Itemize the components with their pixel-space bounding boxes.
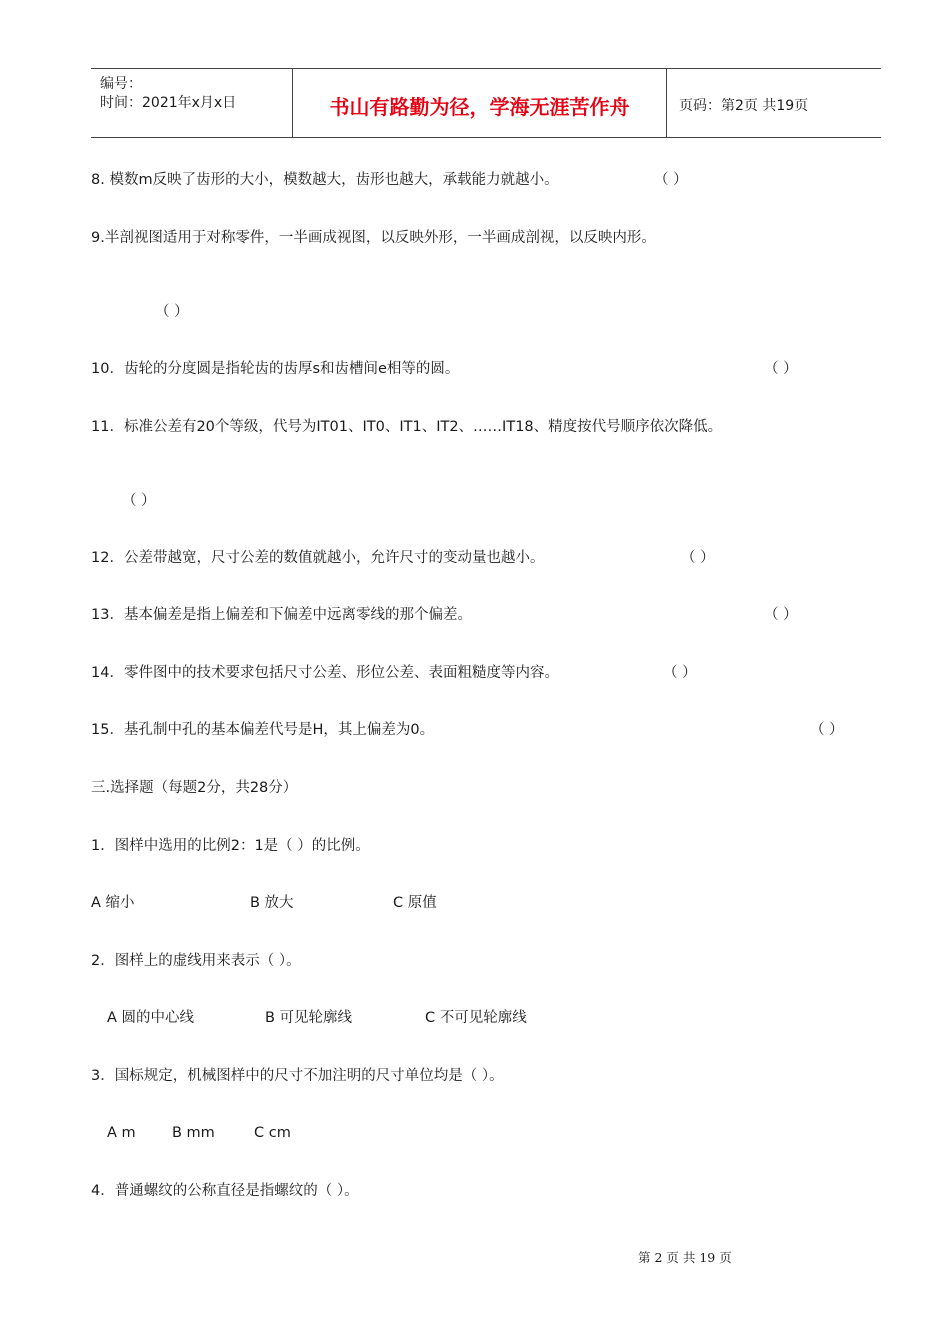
header-motto-cell	[292, 69, 667, 137]
choice-2-option-c: C 不可见轮廓线	[425, 1010, 527, 1026]
choice-question-1: 1．图样中选用的比例2：1是（ ）的比例。	[91, 838, 370, 854]
header-page-cell	[667, 69, 881, 137]
question-11: 11．标准公差有20个等级，代号为IT01、IT0、IT1、IT2、……IT18、精度按代号顺序依次降低。	[91, 419, 723, 435]
motto-text: 书山有路勤为径，学海无涯苦作舟	[329, 95, 630, 119]
question-14: 14．零件图中的技术要求包括尺寸公差、形位公差、表面粗糙度等内容。	[91, 665, 559, 681]
answer-paren-12: （ ）	[681, 550, 715, 566]
choice-1-option-c: C 原值	[393, 895, 437, 911]
question-12: 12．公差带越宽，尺寸公差的数值就越小，允许尺寸的变动量也越小。	[91, 550, 545, 566]
question-15: 15．基孔制中孔的基本偏差代号是H，其上偏差为0。	[91, 722, 435, 738]
choice-3-option-a: A m	[107, 1125, 136, 1141]
number-label: 编号：	[100, 76, 142, 92]
page-footer: 第 2 页 共 19 页	[638, 1250, 732, 1265]
question-10: 10．齿轮的分度圆是指轮齿的齿厚s和齿槽间e相等的圆。	[91, 361, 460, 377]
choice-1-option-b: B 放大	[250, 895, 294, 911]
page-header	[91, 68, 881, 138]
question-13: 13．基本偏差是指上偏差和下偏差中远离零线的那个偏差。	[91, 607, 472, 623]
choice-question-4: 4．普通螺纹的公称直径是指螺纹的（ ）。	[91, 1183, 359, 1199]
answer-paren-11: （ ）	[122, 493, 156, 509]
choice-question-3: 3．国标规定，机械图样中的尺寸不加注明的尺寸单位均是（ ）。	[91, 1068, 504, 1084]
choice-1-option-a: A 缩小	[91, 895, 135, 911]
section-heading-choice: 三.选择题（每题2分，共28分）	[91, 780, 298, 796]
choice-3-option-b: B mm	[172, 1125, 215, 1141]
answer-paren-14: （ ）	[663, 665, 697, 681]
choice-question-2: 2．图样上的虚线用来表示（ ）。	[91, 953, 301, 969]
answer-paren-9: （ ）	[155, 304, 189, 320]
question-8: 8. 模数m反映了齿形的大小，模数越大，齿形也越大，承载能力就越小。	[91, 172, 559, 188]
choice-3-option-c: C cm	[254, 1125, 291, 1141]
answer-paren-13: （ ）	[764, 607, 798, 623]
question-9: 9.半剖视图适用于对称零件，一半画成视图，以反映外形，一半画成剖视，以反映内形。	[91, 230, 656, 246]
answer-paren-8: （ ）	[654, 172, 688, 188]
page-info: 页码：第2页 共19页	[679, 98, 809, 114]
answer-paren-15: （ ）	[810, 722, 844, 738]
choice-2-option-a: A 圆的中心线	[107, 1010, 195, 1026]
choice-2-option-b: B 可见轮廓线	[265, 1010, 353, 1026]
time-label: 时间：2021年x月x日	[100, 95, 237, 111]
answer-paren-10: （ ）	[764, 361, 798, 377]
header-left-cell	[91, 69, 292, 137]
